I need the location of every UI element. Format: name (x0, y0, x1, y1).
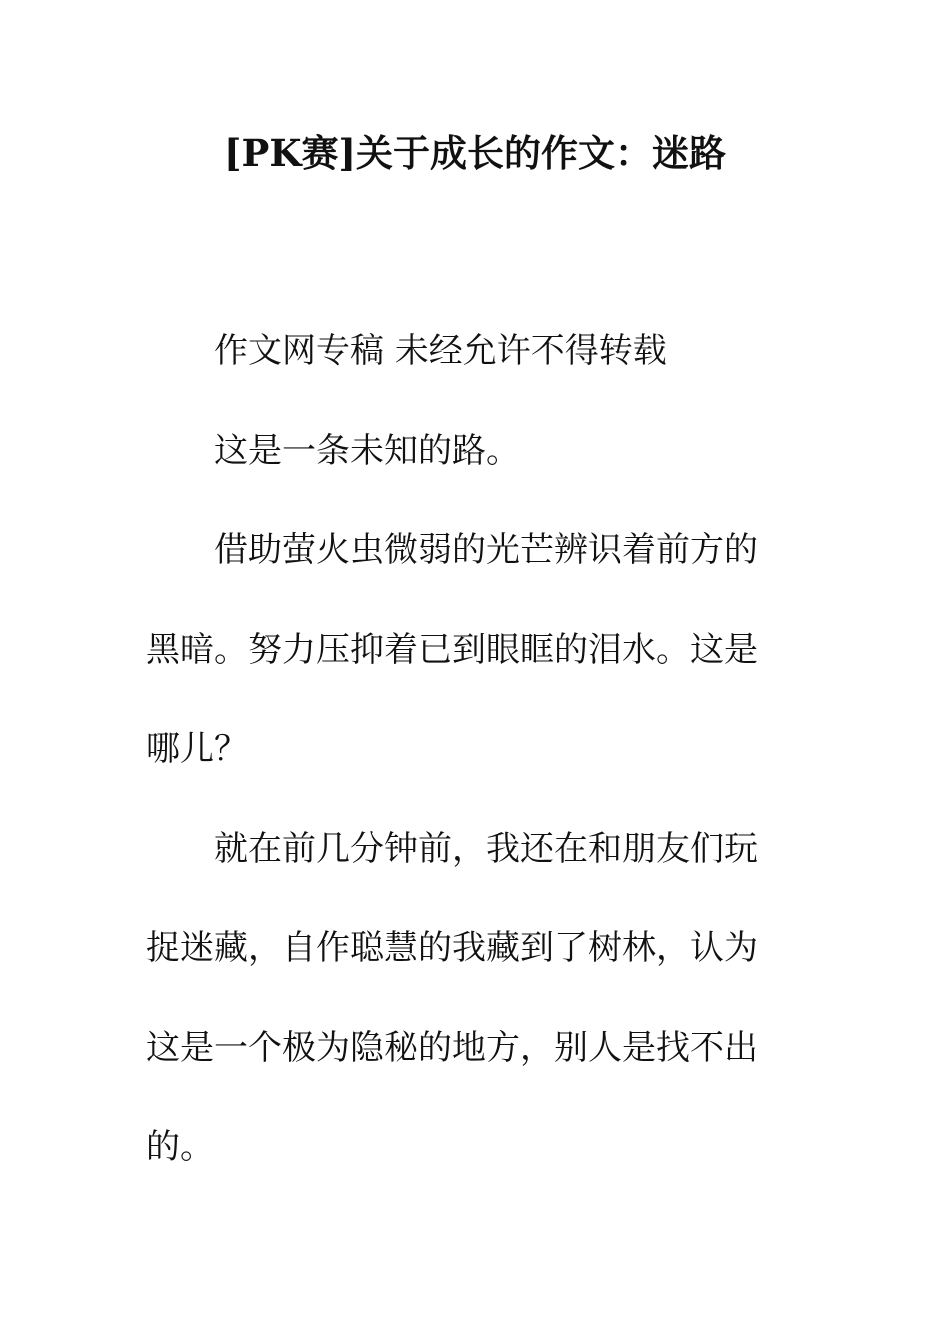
paragraph-2: 借助萤火虫微弱的光芒辨识着前方的黑暗。努力压抑着已到眼眶的泪水。这是哪儿？ (146, 530, 758, 769)
paragraph-1: 这是一条未知的路。 (214, 430, 520, 471)
document-title: [PK赛]关于成长的作文：迷路 (224, 131, 726, 175)
paragraph-3: 就在前几分钟前，我还在和朋友们玩捉迷藏，自作聪慧的我藏到了树林，认为这是一个极为隐秘的地方，别人是找不出的。 (146, 828, 758, 1167)
paragraph-notice: 作文网专稿 未经允许不得转载 (214, 331, 667, 371)
document-body (146, 302, 786, 1198)
